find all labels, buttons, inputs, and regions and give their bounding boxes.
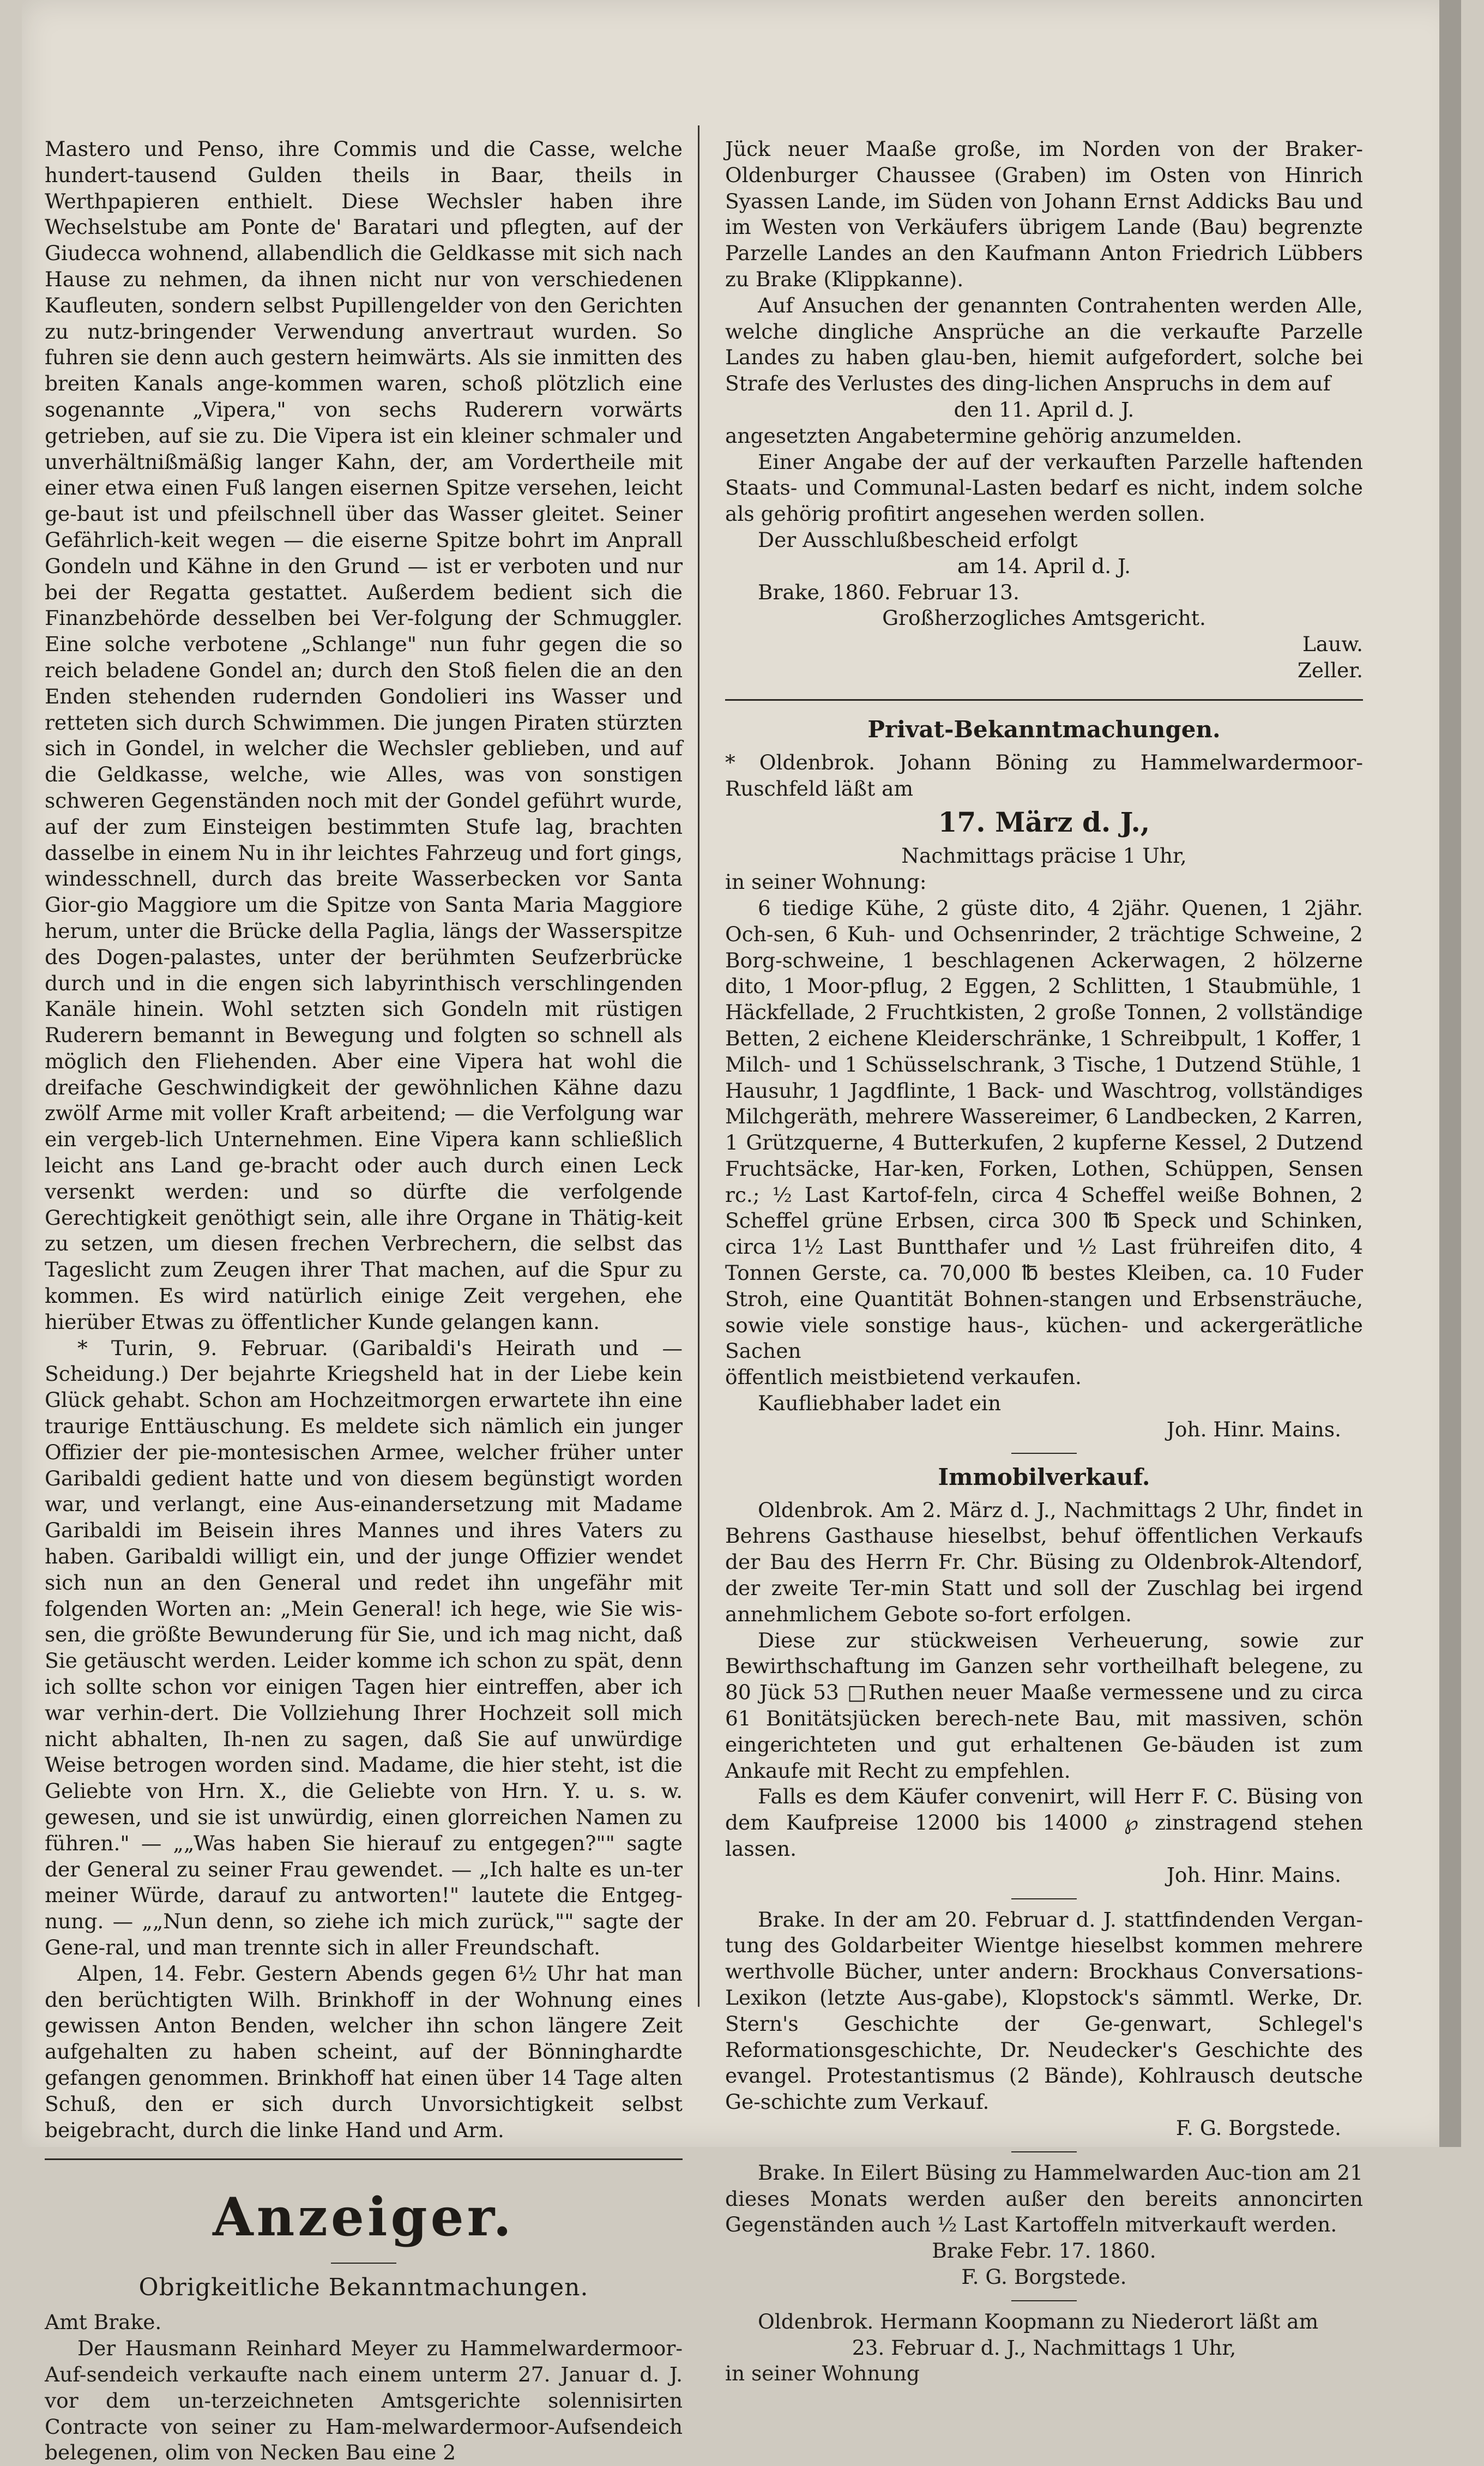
immobil-heading: Immobilverkauf. — [938, 1463, 1150, 1490]
notice-summons-end: angesetzten Angabetermine gehörig anzumelden. — [725, 423, 1242, 448]
ad1-intro: * Oldenbrok. Johann Böning zu Hammelwardermoor-Ruschfeld läßt am — [725, 750, 1363, 801]
ad1-end: öffentlich meistbietend verkaufen. — [725, 1365, 1082, 1390]
ad1-time: Nachmittags präcise 1 Uhr, — [901, 844, 1187, 868]
notice-decree: Der Ausschlußbescheid erfolgt — [758, 527, 1078, 552]
notice-summons: Auf Ansuchen der genannten Contrahenten werden Alle, welche dingliche Ansprüche an die verkaufte Parzelle Landes zu haben glau-ben, hiemit aufgefordert, solche bei Strafe des Verlustes des ding-lichen Anspruchs in dem auf — [725, 293, 1363, 396]
ad2-text2: Diese zur stückweisen Verheuerung, sowie zur Bewirthschaftung im Ganzen sehr vortheilhaft belegene, zu 80 Jück 53 □Ruthen neuer Maaße vermessene und zu circa 61 Bonitätsjücken berech-nete Bau, mit massiven, schön eingerichteten und gut erhaltenen Ge-bäuden ist zum Ankaufe mit Recht zu empfehlen. — [725, 1628, 1363, 1783]
ad1-items: 6 tiedige Kühe, 2 güste dito, 4 2jähr. Quenen, 1 2jähr. Och-sen, 6 Kuh- und Ochsenrinder, 2 trächtige Schweine, 2 Borg-schweine, 1 beschlagenen Ackerwagen, 2 hölzerne dito, 1 Moor-pflug, 2 Eggen, 2 Schlitten, 1 Staubmühle, 1 Häckfellade, 2 Fruchtkisten, 2 große Tonnen, 2 vollständige Betten, 2 eichene Kleiderschränke, 1 Schreibpult, 1 Koffer, 1 Milch- und 1 Schüsselschrank, 3 Tische, 1 Dutzend Stühle, 1 Hausuhr, 1 Jagdflinte, 1 Back- und Waschtrog, vollständiges Milchgeräth, mehrere Wassereimer, 6 Landbecken, 2 Karren, 1 Grützquerne, 4 Butterkufen, 2 kupferne Kessel, 2 Dutzend Fruchtsäcke, Har-ken, Forken, Lothen, Schüppen, Sensen rc.; ½ Last Kartof-feln, circa 4 Scheffel weiße Bohnen, 2 Scheffel grüne Erbsen, circa 300 ℔ Speck und Schinken, circa 1½ Last Buntthafer und ½ Last frühreifen dito, 4 Tonnen Gerste, ca. 70,000 ℔ bestes Kleiben, ca. 10 Fuder Stroh, eine Quantität Bohnen-stangen und Erbsensträuche, sowie viele sonstige haus-, küchen- und ackergerätliche Sachen — [725, 895, 1363, 1363]
article-venice-robbery: Mastero und Penso, ihre Commis und die Casse, welche hundert-tausend Gulden theils in Baar, theils in Werthpapieren enthielt. Diese Wechsler haben ihre Wechselstube am Ponte de' Baratari und pflegten, auf der Giudecca wohnend, allabendlich die Geldkasse mit sich nach Hause zu nehmen, da ihnen nicht nur von verschiedenen Kaufleuten, sondern selbst Pupillengelder von den Gerichten zu nutz-bringender Verwendung anvertraut wurden. So fuhren sie denn auch gestern heimwärts. Als sie inmitten des breiten Kanals ange-kommen waren, schoß plötzlich eine sogenannte „Vipera," von sechs Ruderern vorwärts getrieben, auf sie zu. Die Vipera ist ein kleiner schmaler und unverhältnißmäßig langer Kahn, der, am Vordertheile mit einer etwa einen Fuß langen eisernen Spitze versehen, leicht ge-baut ist und pfeilschnell über das Wasser gleitet. Seiner Gefährlich-keit wegen — die eiserne Spitze bohrt im Anprall Gondeln und Kähne in den Grund — ist er verboten und nur bei der Regatta gestattet. Außerdem bedient sich die Finanzbehörde desselben bei Ver-folgung der Schmuggler. Eine solche verbotene „Schlange" nun fuhr gegen die so reich beladene Gondel an; durch den Stoß fielen die an den Enden stehenden rudernden Gondolieri ins Wasser und retteten sich durch Schwimmen. Die jungen Piraten stürzten sich in Gondel, in welcher die Wechsler geblieben, und auf die Geldkasse, welche, wie Alles, was von sonstigen schweren Gegenständen noch mit der Gondel geführt wurde, auf der zum Einsteigen bestimmten Stufe lag, brachten dasselbe in einem Nu in ihr leichtes Fahrzeug und fort gings, windesschnell, durch das breite Wasserbecken vor Santa Gior-gio Maggiore um die Spitze von Santa Maria Maggiore herum, unter die Brücke della Paglia, längs der Wasserspitze des Dogen-palastes, unter der berühmten Seufzerbrücke durch und in die engen sich labyrinthisch verschlingenden Kanäle hinein. Wohl setzten sich Gondeln mit rüstigen Ruderern bemannt in Bewegung und folgten so schnell als möglich den Fliehenden. Aber eine Vipera hat wohl die dreifache Geschwindigkeit der gewöhnlichen Kähne dazu zwölf Arme mit voller Kraft arbeitend; — die Verfolgung war ein vergeb-lich Unternehmen. Eine Vipera kann schließlich leicht ans Land ge-bracht oder auch durch einen Leck versenkt werden: und so dürfte die verfolgende Gerechtigkeit genöthigt sein, alle ihre Organe in Thätig-keit zu setzen, um diesen frechen Verbrechern, die selbst das Tageslicht zum Zeugen ihrer That machen, auf die Spur zu kommen. Es wird natürlich einige Zeit vergehen, ehe hierüber Etwas zu öffentlicher Kunde gelangen kann. — [45, 137, 683, 1334]
notice-signer-2: Zeller. — [1297, 658, 1363, 682]
left-column — [45, 136, 683, 2466]
ad1-signer: Joh. Hinr. Mains. — [1166, 1417, 1341, 1441]
ad1-where: in seiner Wohnung: — [725, 870, 927, 894]
notice-date-line: den 11. April d. J. — [954, 397, 1135, 422]
notice-continuation: Jück neuer Maaße große, im Norden von der Braker-Oldenburger Chaussee (Graben) im Osten von Hinrich Syassen Lande, im Süden von Johann Ernst Addicks Bau und im Westen von Verkäufers übrigem Lande (Bau) begrenzte Parzelle Landes an den Kaufmann Anton Friedrich Lübbers zu Brake (Klippkanne). — [725, 137, 1363, 291]
anzeiger-heading: Anzeiger. — [213, 2186, 515, 2248]
short-divider — [331, 2263, 396, 2264]
ad1-invite: Kaufliebhaber ladet ein — [758, 1391, 1002, 1416]
ad2-text: Oldenbrok. Am 2. März d. J., Nachmittags 2 Uhr, findet in Behrens Gasthause hieselbst, behuf öffentlichen Verkaufs der Bau des Herrn Fr. Chr. Büsing zu Oldenbrok-Altendorf, der zweite Ter-min Statt und soll der Zuschlag bei irgend annehmlichem Gebote so-fort erfolgen. — [725, 1497, 1363, 1626]
notice-decree-date: am 14. April d. J. — [957, 554, 1131, 578]
newspaper-page — [22, 0, 1461, 2465]
article-turin: * Turin, 9. Februar. (Garibaldi's Heirath und — Scheidung.) Der bejahrte Kriegsheld hat in der Liebe kein Glück gehabt. Schon am Hochzeitmorgen erwartete ihn eine traurige Enttäuschung. Es meldete sich nämlich ein junger Offizier der pie-montesischen Armee, welcher früher unter Garibaldi gedient hatte und von diesem begünstigt worden war, und verlangt, eine Aus-einandersetzung mit Madame Garibaldi im Beisein ihres Mannes und ihres Vaters zu haben. Garibaldi willigt ein, und der junge Offizier wendet sich nun an den General und redet ihn ungefähr mit folgenden Worten an: „Mein General! ich hege, wie Sie wis-sen, die größte Bewunderung für Sie, und ich mag nicht, daß Sie getäuscht werden. Leider komme ich schon zu spät, denn ich sollte schon vor einigen Tagen hier eintreffen, aber ich war verhin-dert. Die Vollziehung Ihrer Hochzeit soll mich nicht abhalten, Ih-nen zu sagen, daß Sie auf unwürdige Weise betrogen worden sind. Madame, die hier steht, ist die Geliebte von Hrn. X., die Geliebte von Hrn. Y. u. s. w. gewesen, und sie ist unwürdig, einen glorreichen Namen zu führen." — „„Was haben Sie hierauf zu entgegen?"" sagte der General zu seiner Frau gewendet. — „Ich halte es un-ter meiner Würde, darauf zu antworten!" lautete die Entgeg-nung. — „„Nun denn, so ziehe ich mich zurück,"" sagte der Gene-ral, und man trennte sich in aller Freundschaft. — [45, 1336, 683, 1959]
short-divider — [1011, 2151, 1077, 2152]
ad4-date: Brake Febr. 17. 1860. — [932, 2239, 1156, 2263]
amt-label: Amt Brake. — [45, 2310, 162, 2335]
ad5-where: in seiner Wohnung — [725, 2361, 920, 2386]
page-edge — [1439, 0, 1461, 2147]
notice-place-date: Brake, 1860. Februar 13. — [758, 580, 1020, 604]
ad5-text: Oldenbrok. Hermann Koopmann zu Niederort läßt am — [758, 2309, 1319, 2333]
ad5-date: 23. Februar d. J., Nachmittags 1 Uhr, — [852, 2335, 1236, 2360]
official-notices-heading: Obrigkeitliche Bekanntmachungen. — [138, 2273, 589, 2302]
notice-court: Großherzogliches Amtsgericht. — [882, 606, 1206, 630]
section-divider — [45, 2158, 683, 2160]
ad3-signer: F. G. Borgstede. — [1175, 2115, 1341, 2140]
section-divider — [725, 699, 1363, 701]
column-rule — [698, 125, 699, 2007]
ad1-date: 17. März d. J., — [938, 806, 1150, 839]
amt-notice-text: Der Hausmann Reinhard Meyer zu Hammelwardermoor-Auf-sendeich verkaufte nach einem unterm 27. Januar d. J. vor dem un-terzeichneten Amtsgerichte solennisirten Contracte von seiner zu Ham-melwardermoor-Aufsendeich belegenen, olim von Necken Bau eine 2 — [45, 2336, 683, 2465]
notice-tax: Einer Angabe der auf der verkauften Parzelle haftenden Staats- und Communal-Lasten bedarf es nicht, indem solche als gehörig profitirt angesehen werden sollen. — [725, 449, 1363, 526]
private-notices-heading: Privat-Bekanntmachungen. — [867, 715, 1221, 743]
short-divider — [1011, 1453, 1077, 1454]
ad4-signer: F. G. Borgstede. — [961, 2264, 1127, 2289]
article-alpen: Alpen, 14. Febr. Gestern Abends gegen 6½ Uhr hat man den berüchtigten Wilh. Brinkhoff in der Wohnung eines gewissen Anton Benden, welcher ihn schon längere Zeit aufgehalten zu haben scheint, auf der Bönninghardte gefangen genommen. Brinkhoff hat einen über 14 Tage alten Schuß, den er sich durch Unvorsichtigkeit selbst beigebracht, durch die linke Hand und Arm. — [45, 1961, 683, 2142]
notice-signer-1: Lauw. — [1302, 632, 1363, 657]
ad2-text3: Falls es dem Käufer convenirt, will Herr F. C. Büsing von dem Kaufpreise 12000 bis 14000 ℘ zinstragend stehen lassen. — [725, 1784, 1363, 1861]
ad4-text: Brake. In Eilert Büsing zu Hammelwarden Auc-tion am 21 dieses Monats werden außer den bereits annoncirten Gegenständen auch ½ Last Kartoffeln mitverkauft werden. — [725, 2160, 1363, 2237]
short-divider — [1011, 1898, 1077, 1899]
short-divider — [1011, 2300, 1077, 2301]
right-column — [725, 136, 1363, 2387]
ad3-text: Brake. In der am 20. Februar d. J. stattfindenden Vergan-tung des Goldarbeiter Wientge hieselbst kommen mehrere werthvolle Bücher, unter andern: Brockhaus Conversations-Lexikon (letzte Aus-gabe), Klopstock's sämmtl. Werke, Dr. Stern's Geschichte der Ge-genwart, Schlegel's Reformationsgeschichte, Dr. Neudecker's Geschichte des evangel. Protestantismus (2 Bände), Kohlrausch deutsche Ge-schichte zum Verkauf. — [725, 1907, 1363, 2114]
ad2-signer: Joh. Hinr. Mains. — [1166, 1862, 1341, 1887]
